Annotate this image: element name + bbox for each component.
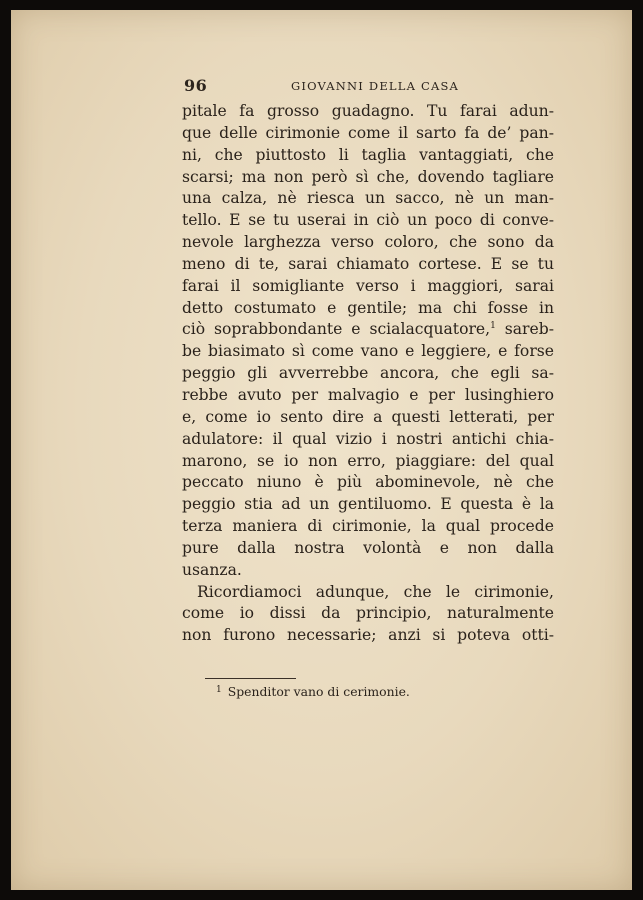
page-number: 96	[184, 76, 208, 95]
text-line-paragraph-start: Ricordiamoci adunque, che le cirimonie,	[197, 582, 554, 601]
text-line: pitale fa grosso guadagno. Tu farai adun-	[182, 102, 554, 120]
running-head: GIOVANNI DELLA CASA	[291, 79, 460, 93]
text-line: nevole larghezza verso coloro, che sono da	[182, 233, 554, 252]
footnote	[216, 684, 410, 699]
text-line: una calza, nè riesca un sacco, nè un man-	[182, 189, 554, 208]
text-line: rebbe avuto per malvagio e per lusinghiero	[182, 385, 554, 404]
text-line: meno di te, sarai chiamato cortese. E se tu	[182, 254, 554, 273]
footnote-divider	[205, 678, 296, 679]
text-line: peggio stia ad un gentiluomo. E questa è la	[182, 495, 554, 514]
body-text	[182, 101, 554, 647]
footnote-text: Spenditor vano di cerimonie.	[227, 684, 410, 699]
text-line: scarsi; ma non però sì che, dovendo tagliare	[182, 167, 554, 186]
text-line: come io dissi da principio, naturalmente	[182, 604, 554, 623]
text-line-paragraph-end: usanza.	[182, 560, 242, 579]
text-line: terza maniera di cirimonie, la qual procede	[182, 517, 554, 536]
text-line-with-footnote-ref: ciò soprabbondante e scialacquatore,$^1$ sareb-	[182, 320, 554, 339]
text-line: adulatore: il qual vizio i nostri antichi chia-	[182, 429, 554, 448]
text-line: ni, che piuttosto li taglia vantaggiati, che	[182, 145, 554, 164]
text-line: pure dalla nostra volontà e non dalla	[182, 538, 554, 557]
text-line: detto costumato e gentile; ma chi fosse in	[182, 298, 554, 317]
text-line: be biasimato sì come vano e leggiere, e forse	[182, 342, 554, 361]
text-line: peggio gli avverrebbe ancora, che egli sa-	[182, 364, 554, 383]
text-line: non furono necessarie; anzi si poteva otti-	[182, 626, 554, 645]
footnote-marker: 1	[216, 685, 222, 695]
text-line: que delle cirimonie come il sarto fa de’ pan-	[182, 123, 554, 142]
text-line: farai il somigliante verso i maggiori, sarai	[182, 276, 554, 295]
text-line: e, come io sento dire a questi letterati, per	[182, 407, 554, 426]
footnote-reference: 1	[490, 321, 496, 332]
text-line: tello. E se tu userai in ciò un poco di conve-	[182, 211, 554, 230]
text-line: marono, se io non erro, piaggiare: del qual	[182, 451, 554, 470]
page-header	[184, 76, 554, 98]
text-line: peccato niuno è più abominevole, nè che	[182, 473, 554, 492]
